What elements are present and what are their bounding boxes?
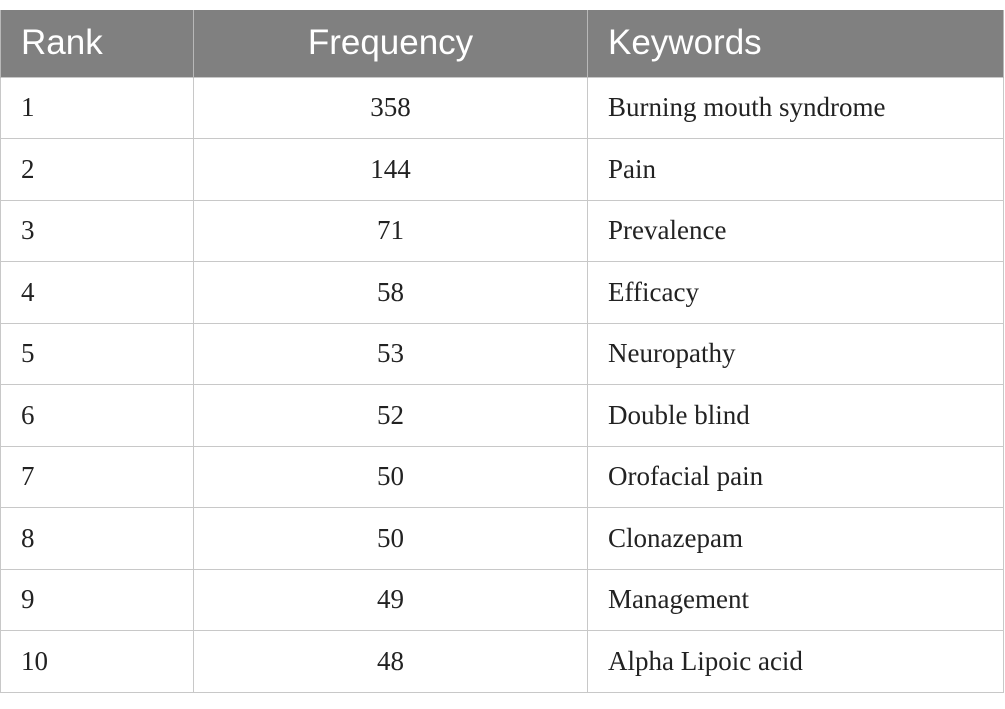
frequency-cell: 53 [194, 323, 588, 385]
keyword-cell: Burning mouth syndrome [588, 77, 1004, 139]
rank-cell: 2 [1, 139, 194, 201]
keyword-cell: Clonazepam [588, 508, 1004, 570]
rank-cell: 6 [1, 385, 194, 447]
keyword-cell: Double blind [588, 385, 1004, 447]
keyword-cell: Pain [588, 139, 1004, 201]
header-keywords: Keywords [588, 10, 1004, 77]
rank-cell: 3 [1, 200, 194, 262]
frequency-cell: 50 [194, 446, 588, 508]
header-frequency: Frequency [194, 10, 588, 77]
table-row [1, 508, 1004, 570]
table-body [1, 77, 1004, 692]
rank-cell: 10 [1, 631, 194, 693]
table-row [1, 200, 1004, 262]
frequency-cell: 144 [194, 139, 588, 201]
header-rank: Rank [1, 10, 194, 77]
keyword-cell: Neuropathy [588, 323, 1004, 385]
frequency-cell: 50 [194, 508, 588, 570]
table-row [1, 446, 1004, 508]
rank-cell: 9 [1, 569, 194, 631]
frequency-cell: 49 [194, 569, 588, 631]
keyword-cell: Orofacial pain [588, 446, 1004, 508]
frequency-cell: 52 [194, 385, 588, 447]
keywords-table [0, 10, 1004, 693]
table-row [1, 631, 1004, 693]
frequency-cell: 58 [194, 262, 588, 324]
keyword-cell: Prevalence [588, 200, 1004, 262]
rank-cell: 7 [1, 446, 194, 508]
rank-cell: 4 [1, 262, 194, 324]
header-row [1, 10, 1004, 77]
table-row [1, 262, 1004, 324]
keyword-cell: Efficacy [588, 262, 1004, 324]
rank-cell: 8 [1, 508, 194, 570]
table-row [1, 139, 1004, 201]
frequency-cell: 71 [194, 200, 588, 262]
rank-cell: 1 [1, 77, 194, 139]
table-row [1, 77, 1004, 139]
table-row [1, 385, 1004, 447]
table-header [1, 10, 1004, 77]
keyword-cell: Management [588, 569, 1004, 631]
keyword-cell: Alpha Lipoic acid [588, 631, 1004, 693]
frequency-cell: 358 [194, 77, 588, 139]
table-row [1, 569, 1004, 631]
frequency-cell: 48 [194, 631, 588, 693]
table-row [1, 323, 1004, 385]
rank-cell: 5 [1, 323, 194, 385]
